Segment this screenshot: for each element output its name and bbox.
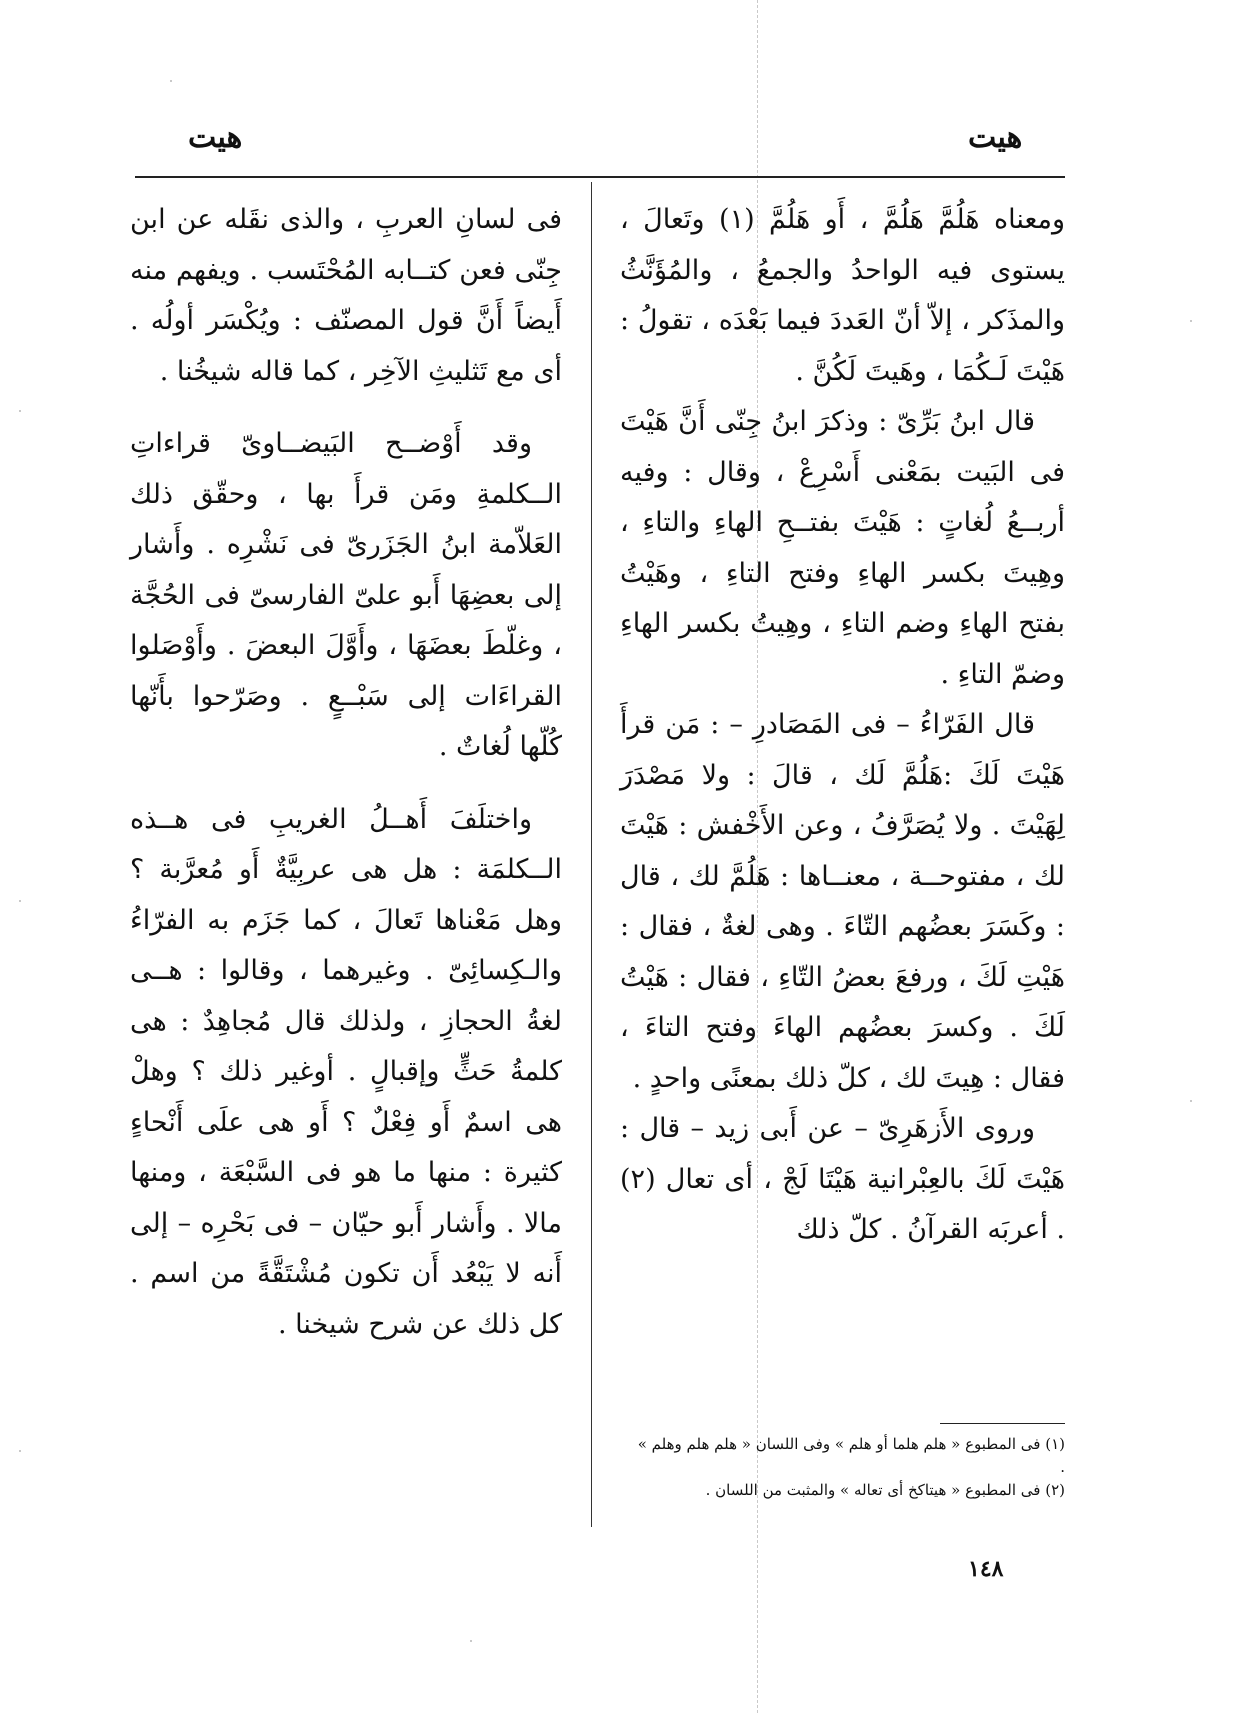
paragraph: واختلَفَ أَهــلُ الغريبِ فى هــذه الــكلمَة : هل هى عربِيَّةٌ أَو مُعرَّبة ؟ وهل مَعْناها تَعالَ ، كما جَزَم به الفرّاءُ والـكِسائِىّ . وغيرهما ، وقالوا : هــى لغةُ الحجازِ ، ولذلك قال مُجاهِدٌ : هى كلمةُ حَثٍّ وإقبالٍ . أوغير ذلك ؟ وهلْ هى اسمٌ أَو فِعْلٌ ؟ أَو هى علَى أَنْحاءٍ كثيرة : منها ما هو فى السَّبْعَة ، ومنها مالا . وأَشار أَبو حيّان – فى بَحْرِه – إلى أَنه لا يَبْعُد أَن تكون مُشْتَقَّةً من اسم . كل ذلك عن شرح شيخنا .: [130, 803, 562, 1340]
footnote-rule: [940, 1423, 1065, 1424]
scan-dust: [470, 1640, 472, 1642]
footnotes: [630, 1433, 1065, 1502]
left-column: [130, 195, 562, 1350]
scan-dust: [19, 900, 21, 902]
paragraph: ومعناه هَلُمَّ هَلُمَّ ، أَو هَلُمَّ (١) وتَعالَ ، يستوى فيه الواحدُ والجمعُ ، والمُؤَنَّثُ والمذَكر ، إلاّ أنّ العَددَ فيما بَعْدَه ، تقولُ : هَيْتَ لَـكُمَا ، وهَيتَ لَكُنَّ .: [620, 204, 1065, 387]
header-rule: [135, 176, 1065, 178]
running-head-right: هيت: [968, 120, 1023, 155]
paragraph: وقد أَوْضــح البَيضــاوىّ قراءاتِ الــكلمةِ ومَن قرأَ بها ، وحقّق ذلك العَلاّمة ابنُ الجَزَرىّ فى نَشْرِه . وأَشار إلى بعضِهَا أَبو علىّ الفارسىّ فى الحُجَّة ، وغلّطَ بعضَهَا ، وأَوَّلَ البعضَ . وأَوْصَلوا القراءَات إلى سَبْــعٍ . وصَرّحوا بأَنّها كُلّها لُغاتٌ .: [130, 428, 562, 762]
scan-dust: [1190, 320, 1192, 322]
scan-dust: [19, 410, 21, 412]
scan-dust: [170, 80, 172, 82]
right-column: [620, 195, 1065, 1256]
footnote: (١) فى المطبوع « هلم هلما أو هلم » وفى اللسان « هلم هلم وهلم » .: [637, 1435, 1065, 1476]
page-number: ١٤٨: [968, 1556, 1004, 1582]
paragraph: قال الفَرّاءُ – فى المَصَادرِ – : مَن قرأَ هَيْتَ لَكَ :هَلُمَّ لَك ، قالَ : ولا مَصْدَرَ لِهَيْتَ . ولا يُصَرَّفُ ، وعن الأَخْفش : هَيْتَ لك ، مفتوحــة ، معنــاها : هَلُمَّ لك ، قال : وكَسَرَ بعضُهم التّاءَ . وهى لغةٌ ، فقال : هَيْتِ لَكَ ، ورفعَ بعضُ التّاءِ ، فقال : هَيْتُ لَكَ . وكسرَ بعضُهم الهاءَ وفتح التاءَ ، فقال : هِيتَ لك ، كلّ ذلك بمعنًى واحدٍ .: [620, 709, 1065, 1094]
paragraph: وروى الأَزهَرِىّ – عن أَبى زيد – قال : هَيْتَ لَكَ بالعِبْرانية هَيْتَا لَجْ ، أى تعال (٢) . أعربَه القرآنُ . كلّ ذلك: [620, 1113, 1065, 1245]
running-head-left: هيت: [188, 120, 243, 155]
column-divider: [591, 182, 592, 1527]
scan-dust: [1190, 1100, 1192, 1102]
paragraph: فى لسانِ العربِ ، والذى نقَله عن ابن جِنّى فعن كتــابه المُحْتَسب . ويفهم منه أَيضاً أَنَّ قول المصنّف : ويُكْسَر أولُه . أى مع تَثليثِ الآخِر ، كما قاله شيخُنا .: [130, 204, 562, 387]
footnote: (٢) فى المطبوع « هيتاكخ أى تعاله » والمثبت من اللسان .: [705, 1481, 1065, 1499]
paragraph: قال ابنُ بَرِّىّ : وذكرَ ابنُ جِنّى أَنَّ هَيْتَ فى البَيت بمَعْنى أَسْرِعْ ، وقال : وفيه أربــعُ لُغاتٍ : هَيْتَ بفتــحِ الهاءِ والتاءِ ، وهِيتَ بكسر الهاءِ وفتح التاءِ ، وهَيْتُ بفتح الهاءِ وضم التاءِ ، وهِيتُ بكسر الهاءِ وضمّ التاءِ .: [620, 406, 1065, 690]
scan-dust: [19, 1450, 21, 1452]
